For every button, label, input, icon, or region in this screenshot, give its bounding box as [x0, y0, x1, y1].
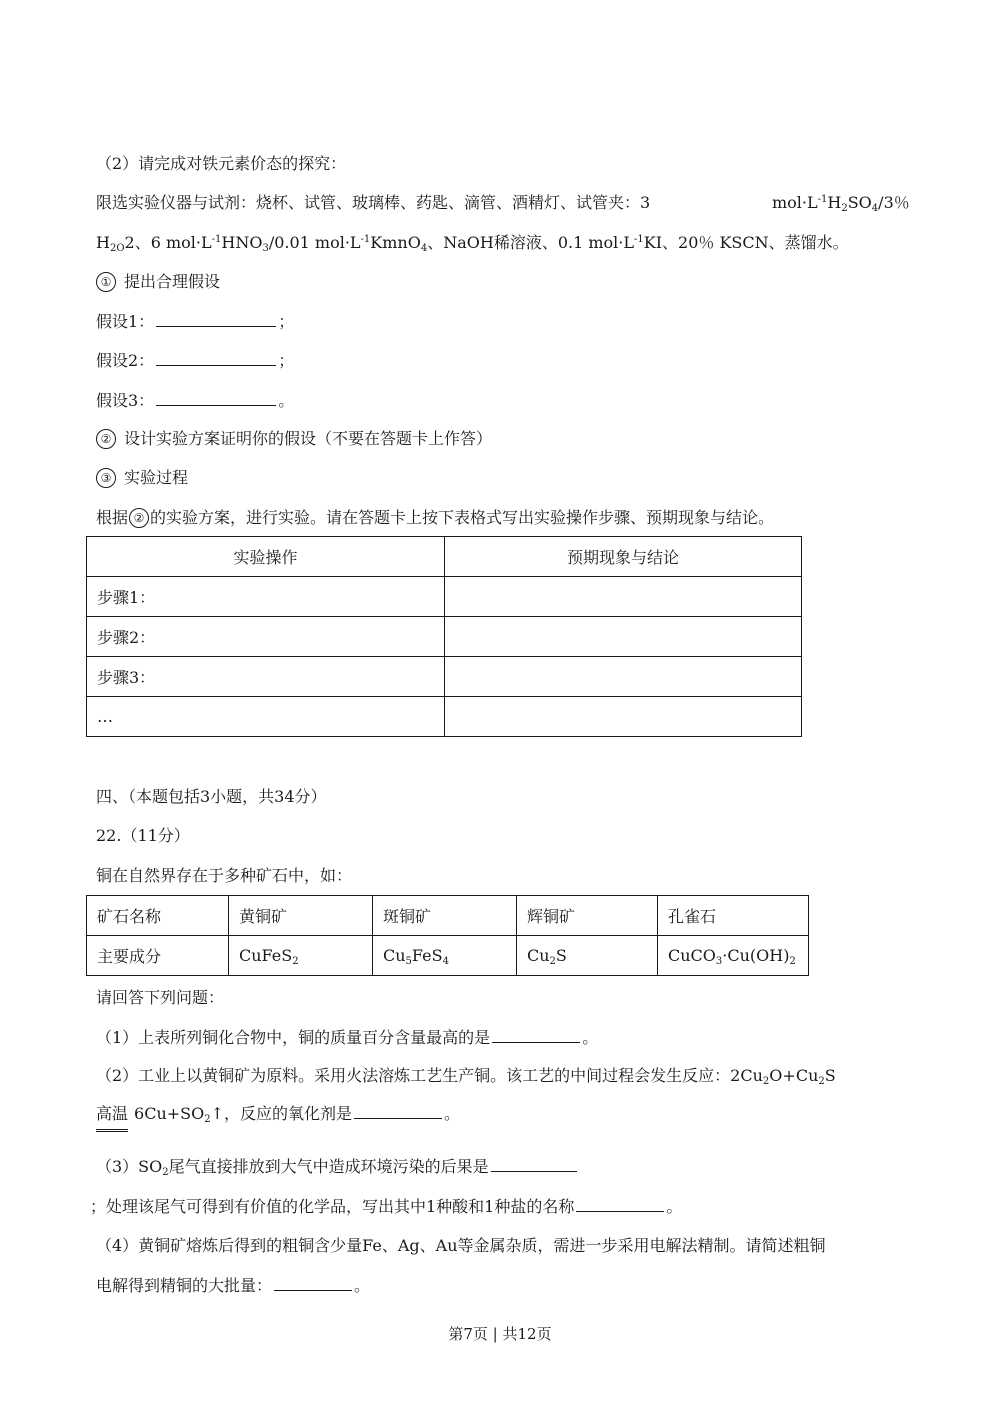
- step-cell: 步骤1：: [87, 577, 445, 617]
- question-3-line-2: ；处理该尾气可得到有价值的化学品，写出其中1种酸和1种盐的名称 。: [90, 1197, 683, 1216]
- reagents-line-2: $H_{2O}2$、6 $mol\cdot L^{-1}HNO_3/0.01$ $mol\cdot L^{-1}KmnO_4$、NaOH稀溶液、0.1 $mol\cdot L^{-1}KI$、20％ KSCN、蒸馏水。: [96, 233, 849, 254]
- question-22-number: 22.（11分）: [96, 826, 190, 845]
- hypothesis-3: 假设3： 。: [96, 391, 295, 410]
- step-cell: …: [87, 697, 445, 737]
- reagents-line-1: [96, 192, 910, 214]
- table-row: [87, 577, 802, 617]
- table-cell: 黄铜矿: [229, 896, 373, 936]
- experiment-table: [86, 536, 802, 737]
- answer-blank[interactable]: [274, 1274, 352, 1291]
- header-cell: 实验操作: [87, 537, 445, 577]
- formula-cell: $Cu_5FeS_4$: [373, 936, 517, 976]
- answer-blank[interactable]: [156, 310, 276, 327]
- hypothesis-1: 假设1： ；: [96, 312, 295, 331]
- question-2-line-1: （2）工业上以黄铜矿为原料。采用火法溶炼工艺生产铜。该工艺的中间过程会发生反应：$2Cu_2O+Cu_2S$: [96, 1066, 836, 1087]
- answer-cell[interactable]: [445, 617, 802, 657]
- table-row: [87, 697, 802, 737]
- table-header-row: [87, 537, 802, 577]
- step-3: ③ 实验过程: [96, 467, 188, 489]
- reagents-text: 限选实验仪器与试剂：烧杯、试管、玻璃棒、药匙、滴管、酒精灯、试管夹：3: [96, 193, 651, 212]
- table-cell: 主要成分: [87, 936, 229, 976]
- ore-intro: 铜在自然界存在于多种矿石中，如：: [96, 866, 353, 885]
- answer-blank[interactable]: [156, 349, 276, 366]
- answer-prompt: 请回答下列问题：: [96, 988, 225, 1007]
- step-cell: 步骤3：: [87, 657, 445, 697]
- question-4-line-1: （4）黄铜矿熔炼后得到的粗铜含少量Fe、Ag、Au等金属杂质，需进一步采用电解法精制。请简述粗铜: [96, 1236, 826, 1255]
- question-4-line-2: 电解得到精铜的大批量： 。: [96, 1276, 371, 1295]
- ore-table: [86, 895, 809, 976]
- table-cell: 斑铜矿: [373, 896, 517, 936]
- hypothesis-2: 假设2： ；: [96, 351, 295, 370]
- part2-heading: （2）请完成对铁元素价态的探究：: [96, 154, 347, 173]
- question-3-line-1: $(3)SO_2$尾气直接排放到大气中造成环境污染的后果是: [96, 1155, 579, 1178]
- answer-cell[interactable]: [445, 577, 802, 617]
- table-row: [87, 617, 802, 657]
- circled-number: ②: [129, 508, 149, 528]
- answer-cell[interactable]: [445, 657, 802, 697]
- table-row: [87, 936, 809, 976]
- header-cell: 预期现象与结论: [445, 537, 802, 577]
- table-cell: 矿石名称: [87, 896, 229, 936]
- instruction: 根据 ② 的实验方案，进行实验。请在答题卡上按下表格式写出实验操作步骤、预期现象与结论。: [96, 508, 775, 527]
- answer-blank[interactable]: [576, 1195, 664, 1212]
- answer-blank[interactable]: [491, 1155, 577, 1172]
- section-4-title: 四、（本题包括3小题，共34分）: [96, 787, 327, 806]
- formula-cell: CuFeS$_2$: [229, 936, 373, 976]
- h2so4-conc: $mol\cdot L^{-1}H_2SO_4/3$％: [772, 193, 910, 214]
- page-footer: 第7页 | 共12页: [448, 1325, 552, 1343]
- answer-cell[interactable]: [445, 697, 802, 737]
- table-row: [87, 657, 802, 697]
- reaction-condition: 高温: [96, 1103, 128, 1132]
- table-cell: 辉铜矿: [517, 896, 658, 936]
- answer-blank[interactable]: [492, 1026, 580, 1043]
- circled-number: ②: [96, 429, 116, 449]
- formula-cell: $CuCO_3\cdot Cu(OH)_2$: [658, 936, 809, 976]
- step-2: ② 设计实验方案证明你的假设（不要在答题卡上作答）: [96, 428, 492, 450]
- circled-number: ①: [96, 272, 116, 292]
- answer-blank[interactable]: [156, 389, 276, 406]
- table-cell: 孔雀石: [658, 896, 809, 936]
- table-row: [87, 896, 809, 936]
- question-1: （1）上表所列铜化合物中，铜的质量百分含量最高的是 。: [96, 1028, 599, 1047]
- step-1: ① 提出合理假设: [96, 271, 220, 293]
- answer-blank[interactable]: [354, 1102, 442, 1119]
- circled-number: ③: [96, 468, 116, 488]
- question-2-line-2: 高温 $6Cu+SO_2↑$，反应的氧化剂是 。: [96, 1102, 460, 1132]
- step-cell: 步骤2：: [87, 617, 445, 657]
- formula-cell: $Cu_2S$: [517, 936, 658, 976]
